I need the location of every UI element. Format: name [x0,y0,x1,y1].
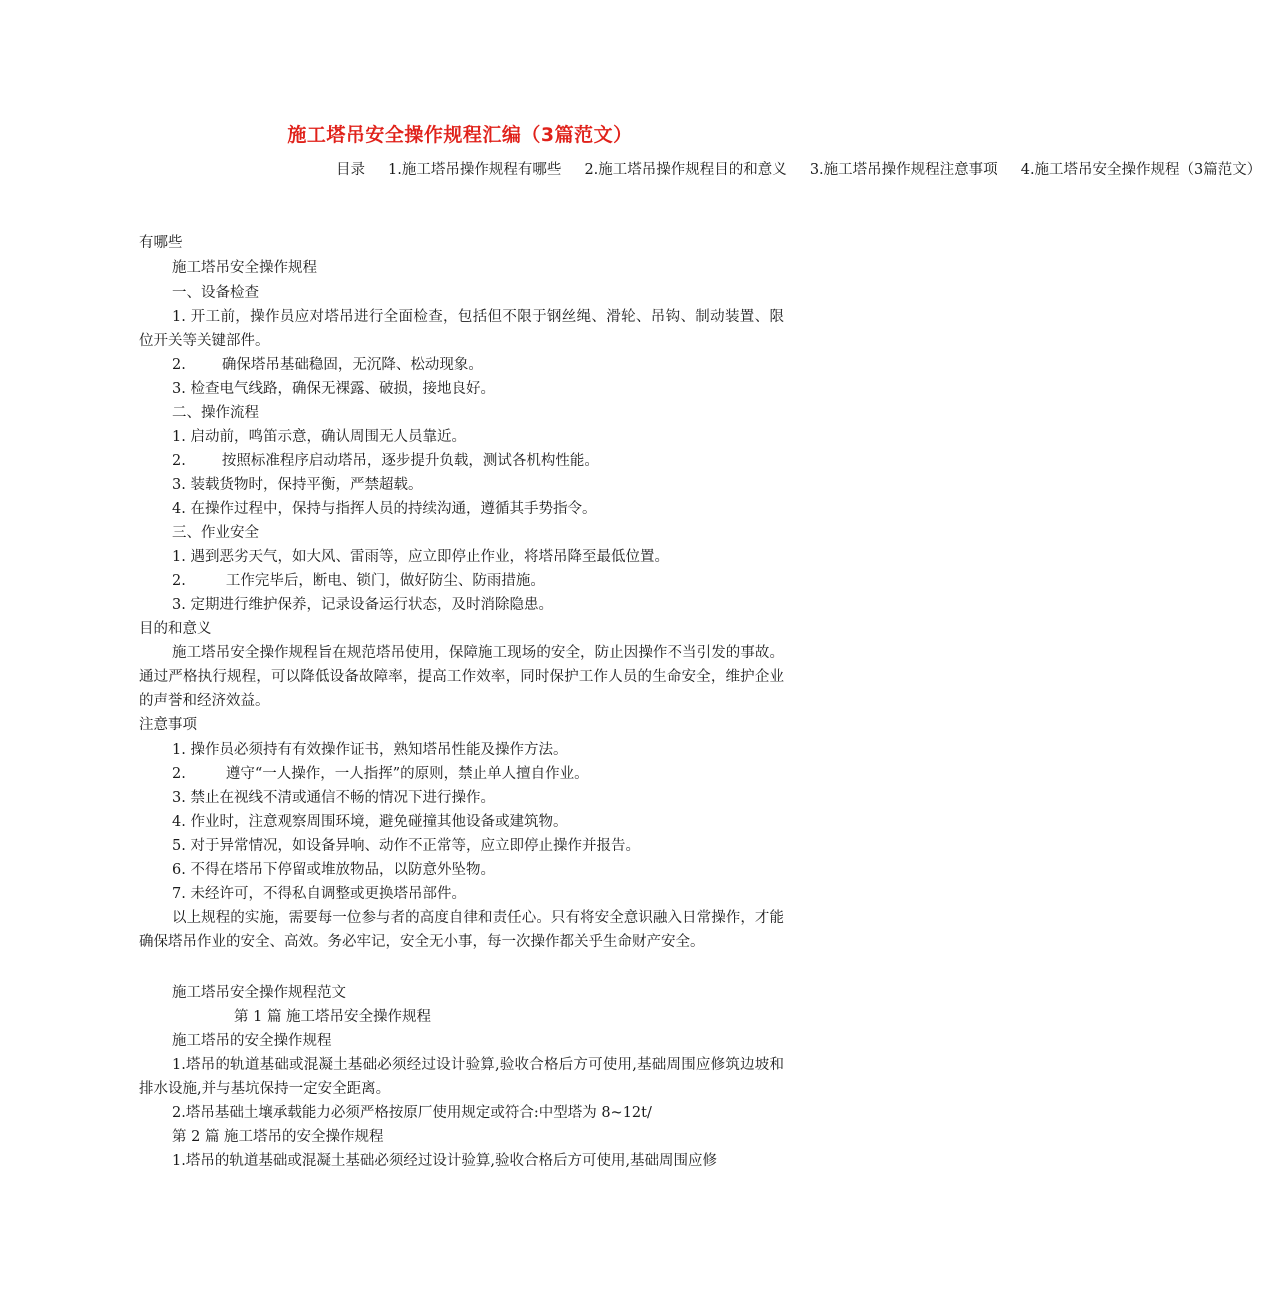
paragraph: 1. 开工前，操作员应对塔吊进行全面检查，包括但不限于钢丝绳、滑轮、吊钩、制动装置、限位开关等关键部件。 [139,309,784,349]
article-1-subtitle: 施工塔吊的安全操作规程 [172,1033,332,1049]
toc-item-2[interactable]: 2.施工塔吊操作规程目的和意义 [584,162,787,178]
list-item: 3. 装载货物时，保持平衡，严禁超载。 [172,477,423,493]
list-item: 7. 未经许可，不得私自调整或更换塔吊部件。 [172,886,466,902]
list-item: 1. 启动前，鸣笛示意，确认周围无人员靠近。 [172,429,466,445]
list-item: 6. 不得在塔吊下停留或堆放物品，以防意外坠物。 [172,862,495,878]
article-1-title: 第 1 篇 施工塔吊安全操作规程 [234,1009,432,1025]
list-item: 4. 作业时，注意观察周围环境，避免碰撞其他设备或建筑物。 [172,814,568,830]
list-item: 2. 按照标准程序启动塔吊，逐步提升负载，测试各机构性能。 [172,453,599,469]
paragraph: 2.塔吊基础土壤承载能力必须严格按原厂使用规定或符合:中型塔为 8~12t/ [172,1105,652,1121]
list-item: 4. 在操作过程中，保持与指挥人员的持续沟通，遵循其手势指令。 [172,501,597,517]
list-item: 5. 对于异常情况，如设备异响、动作不正常等，应立即停止操作并报告。 [172,838,640,854]
section-heading-notes: 注意事项 [139,717,197,733]
paragraph: 1.塔吊的轨道基础或混凝土基础必须经过设计验算,验收合格后方可使用,基础周围应修 [172,1153,718,1169]
toc-item-1[interactable]: 1.施工塔吊操作规程有哪些 [388,162,562,178]
list-item: 3. 检查电气线路，确保无裸露、破损，接地良好。 [172,381,495,397]
list-item: 2. 工作完毕后，断电、锁门，做好防尘、防雨措施。 [172,573,545,589]
heading-operation-flow: 二、操作流程 [172,405,259,421]
toc-item-4[interactable]: 4.施工塔吊安全操作规程（3篇范文） [1020,162,1261,178]
article-2-title: 第 2 篇 施工塔吊的安全操作规程 [172,1129,384,1145]
list-item: 3. 定期进行维护保养，记录设备运行状态，及时消除隐患。 [172,597,553,613]
list-item: 1. 遇到恶劣天气，如大风、雷雨等，应立即停止作业，将塔吊降至最低位置。 [172,549,669,565]
summary-paragraph: 以上规程的实施，需要每一位参与者的高度自律和责任心。只有将安全意识融入日常操作，才能确保塔吊作业的安全、高效。务必牢记，安全无小事，每一次操作都关乎生命财产安全。 [139,910,784,950]
section-heading-types: 有哪些 [139,235,183,251]
list-item: 1. 操作员必须持有有效操作证书，熟知塔吊性能及操作方法。 [172,742,568,758]
document-title: 施工塔吊安全操作规程汇编（3篇范文） [287,124,633,146]
paragraph: 1.塔吊的轨道基础或混凝土基础必须经过设计验算,验收合格后方可使用,基础周围应修筑边坡和排水设施,并与基坑保持一定安全距离。 [139,1057,784,1097]
list-item: 2. 遵守“一人操作，一人指挥”的原则，禁止单人擅自作业。 [172,766,589,782]
heading-equipment-check: 一、设备检查 [172,285,259,301]
paragraph: 施工塔吊安全操作规程旨在规范塔吊使用，保障施工现场的安全，防止因操作不当引发的事故。通过严格执行规程，可以降低设备故障率，提高工作效率，同时保护工作人员的生命安全，维护企业的声誉和经济效益。 [139,645,784,709]
table-of-contents [139,158,1261,182]
section-heading-purpose: 目的和意义 [139,621,212,637]
toc-item-3[interactable]: 3.施工塔吊操作规程注意事项 [809,162,998,178]
list-item: 2. 确保塔吊基础稳固，无沉降、松动现象。 [172,357,483,373]
heading-work-safety: 三、作业安全 [172,525,259,541]
subheading: 施工塔吊安全操作规程 [172,260,317,276]
toc-label: 目录 [336,162,365,178]
list-item: 3. 禁止在视线不清或通信不畅的情况下进行操作。 [172,790,495,806]
section-heading-samples: 施工塔吊安全操作规程范文 [172,985,346,1001]
